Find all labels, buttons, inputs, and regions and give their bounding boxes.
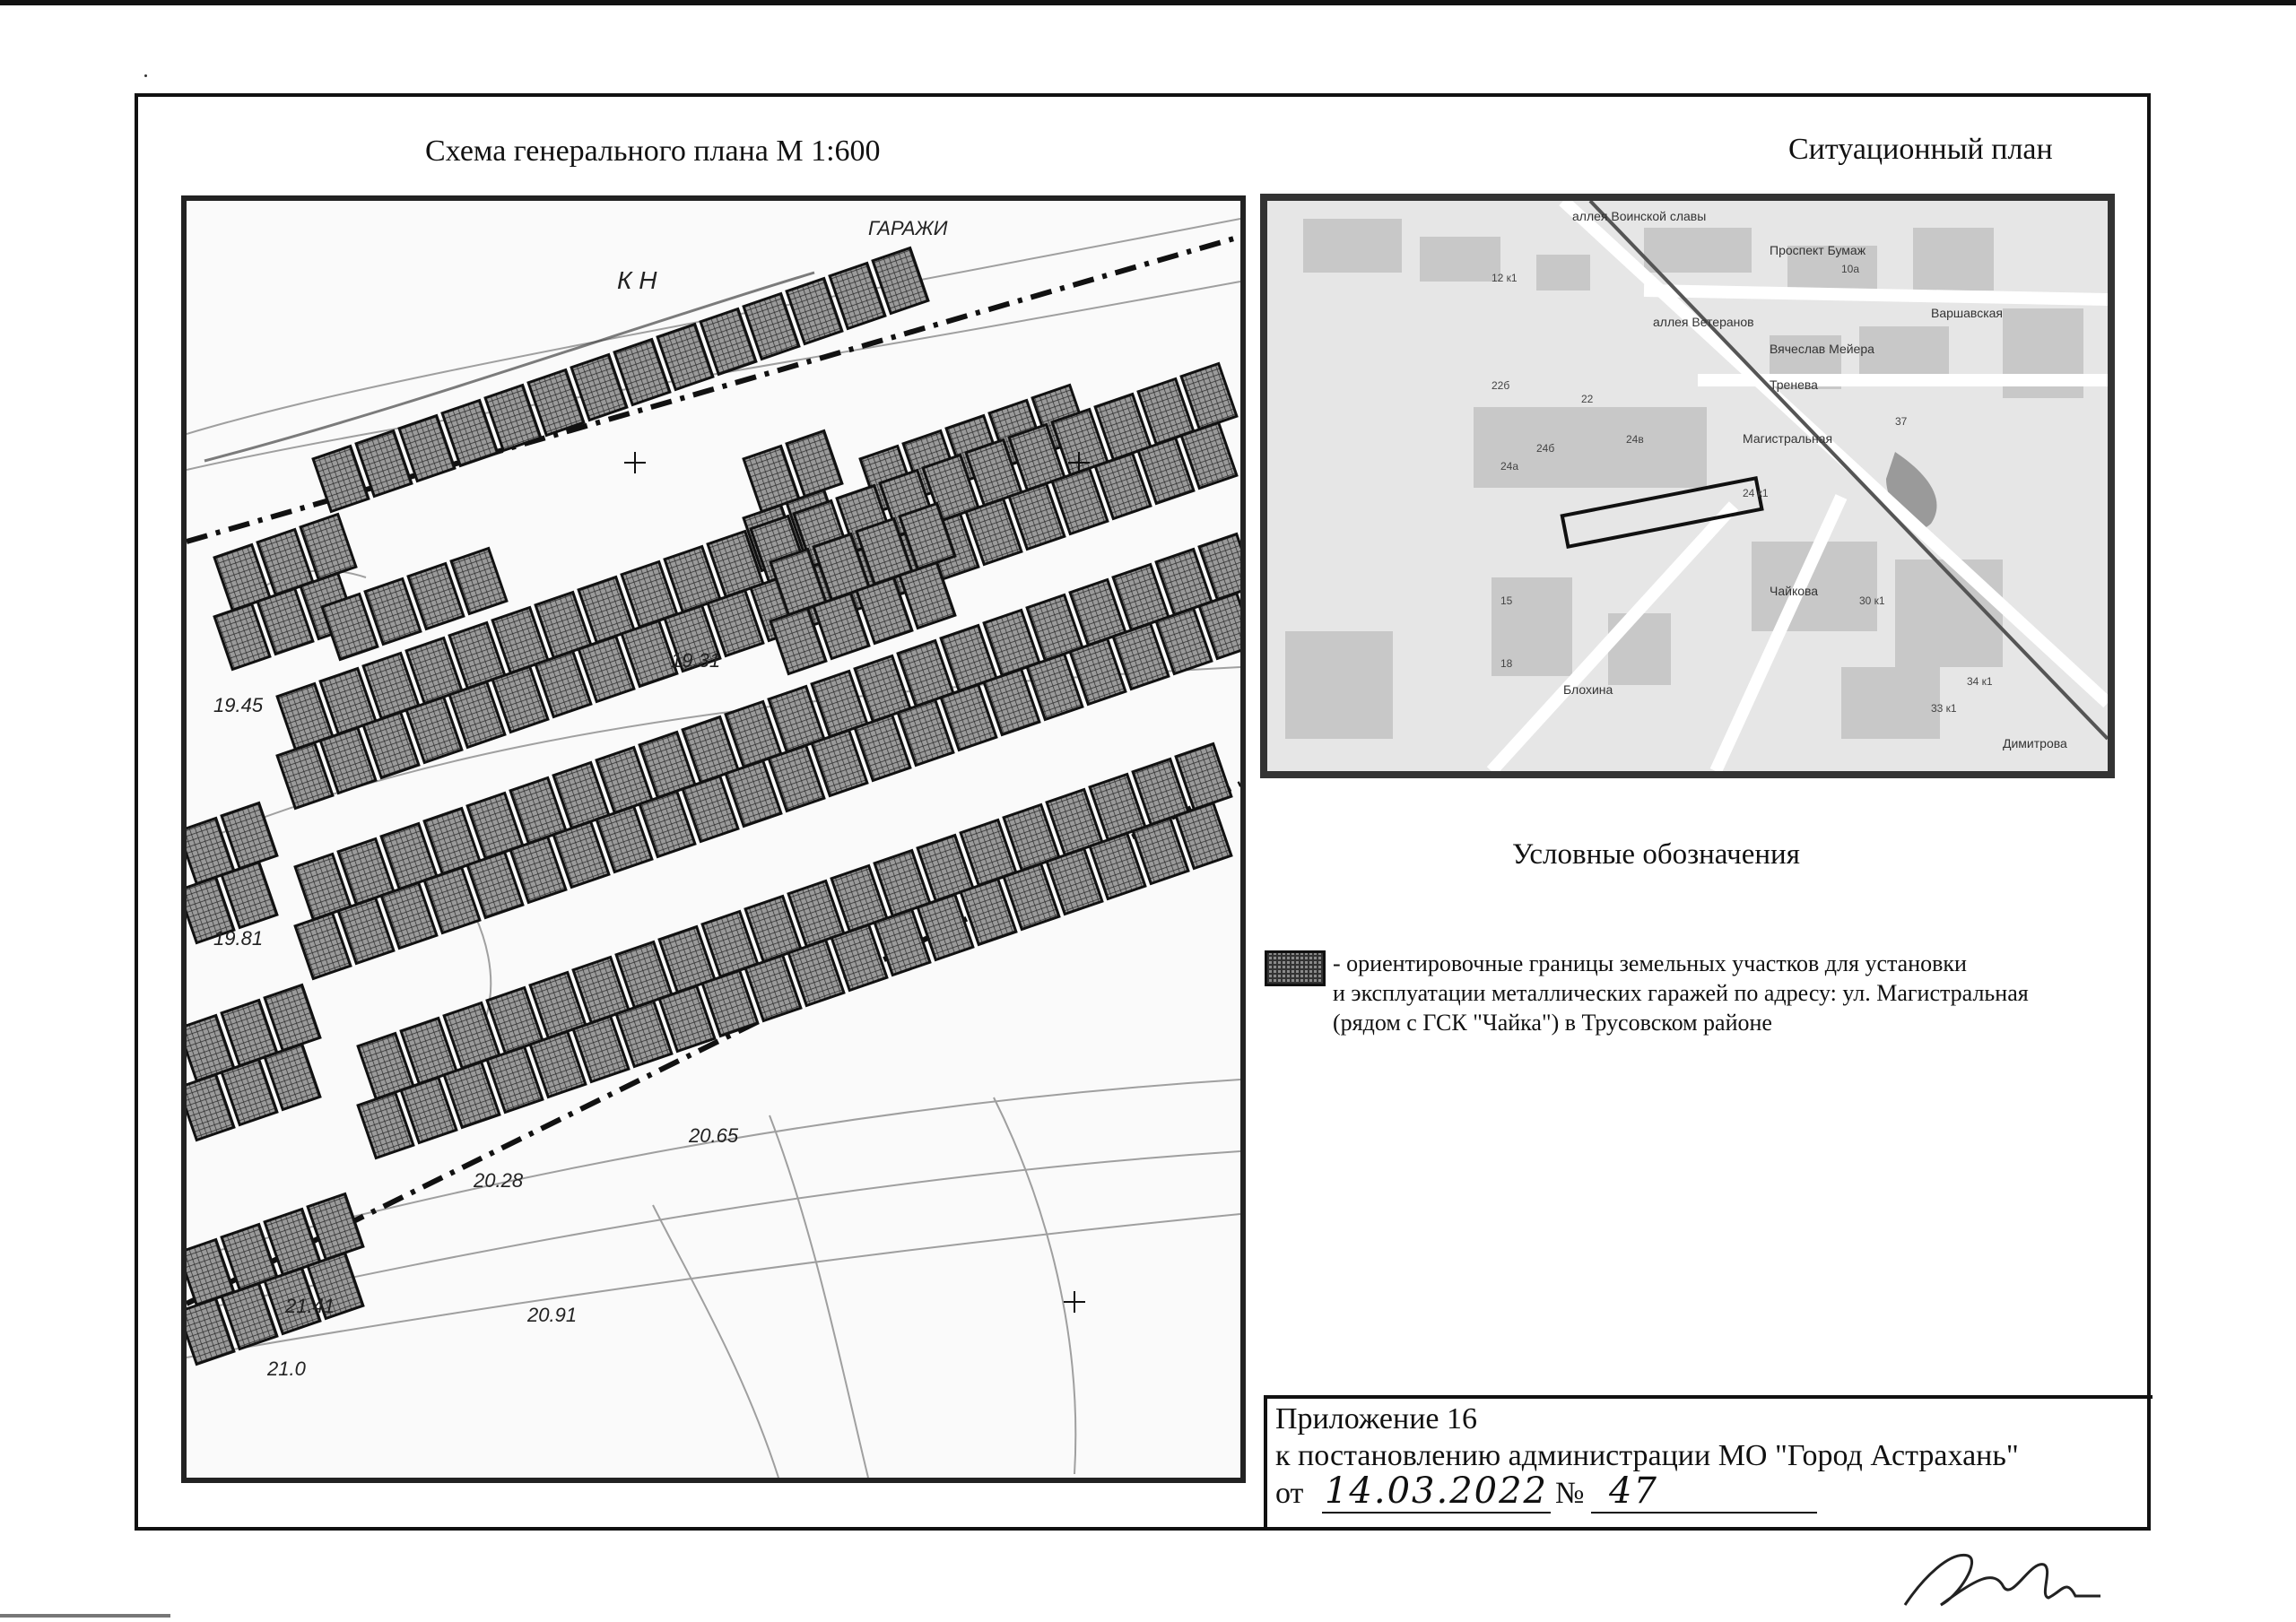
house-number: 10а — [1841, 263, 1860, 275]
house-number: 24а — [1500, 460, 1519, 473]
scan-edge-line — [0, 0, 2296, 5]
house-number: 24в — [1626, 433, 1644, 446]
resolution-number: 47 — [1591, 1470, 1817, 1514]
general-plan-drawing — [187, 201, 1240, 1478]
legend-description — [1333, 949, 2122, 1037]
appendix-title: Приложение 16 — [1275, 1402, 1477, 1436]
house-number: 18 — [1500, 657, 1513, 670]
street-label: Блохина — [1563, 682, 1613, 697]
label-elev-6: 20.91 — [527, 1304, 578, 1326]
resolution-date: 14.03.2022 — [1322, 1470, 1551, 1514]
situation-plan-drawing — [1267, 201, 2108, 771]
label-elev-5: 20.65 — [689, 1124, 739, 1147]
legend-line-3: (рядом с ГСК "Чайка") в Трусовском районе — [1333, 1010, 1772, 1036]
street-label: Тренева — [1770, 377, 1818, 392]
house-number: 37 — [1895, 415, 1908, 428]
label-elev-2: 19.45 — [213, 694, 264, 716]
label-garages: ГАРАЖИ — [868, 217, 948, 239]
general-plan-map — [181, 195, 1246, 1483]
scan-speck — [144, 74, 147, 77]
garage-plots — [187, 248, 1240, 1365]
label-elev-7: 21.41 — [285, 1295, 335, 1317]
street-label: Чайкова — [1770, 584, 1819, 598]
house-number: 15 — [1500, 594, 1513, 607]
situation-plan-map — [1260, 194, 2115, 778]
house-number: 30 к1 — [1859, 594, 1885, 607]
legend-line-1 — [1333, 949, 2122, 978]
legend-title: Условные обозначения — [1512, 838, 1800, 871]
label-elev-3: 19.81 — [213, 927, 264, 950]
legend-line-1-text: ориентировочные границы земельных участков для установки — [1346, 950, 1967, 976]
house-number: 22 — [1581, 393, 1594, 405]
label-elev-1: 19.31 — [671, 649, 721, 672]
resolution-reference: к постановлению администрации МО "Город Астрахань" — [1275, 1439, 2019, 1472]
street-label: Димитрова — [2003, 736, 2067, 750]
legend-hatch-swatch — [1265, 950, 1326, 986]
street-label: аллея Ветеранов — [1653, 315, 1754, 329]
house-number: 24 к1 — [1743, 487, 1769, 499]
label-elev-8: 21.0 — [267, 1357, 306, 1380]
street-label: Вячеслав Мейера — [1770, 342, 1874, 356]
street-label: Варшавская — [1931, 306, 2004, 320]
legend-dash: - — [1333, 950, 1341, 976]
house-number: 33 к1 — [1931, 702, 1957, 715]
label-kn: К Н — [617, 266, 657, 294]
house-number: 34 к1 — [1967, 675, 1993, 688]
general-plan-title: Схема генерального плана М 1:600 — [425, 134, 881, 168]
situation-plan-title: Ситуационный план — [1788, 133, 2053, 166]
house-number: 24б — [1536, 442, 1555, 455]
house-number: 22б — [1492, 379, 1510, 392]
signature-mark — [1896, 1542, 2102, 1614]
number-label: № — [1555, 1477, 1585, 1510]
street-label: Магистральная — [1743, 431, 1833, 446]
legend-line-2: и эксплуатации металлических гаражей по адресу: ул. Магистральная — [1333, 980, 2029, 1006]
street-label: аллея Воинской славы — [1572, 209, 1707, 223]
street-label: Проспект Бумаж — [1770, 243, 1866, 257]
from-label: от — [1275, 1477, 1304, 1510]
scan-edge-smudge — [0, 1614, 170, 1618]
house-number: 12 к1 — [1492, 272, 1518, 284]
label-elev-4: 20.28 — [474, 1169, 524, 1192]
